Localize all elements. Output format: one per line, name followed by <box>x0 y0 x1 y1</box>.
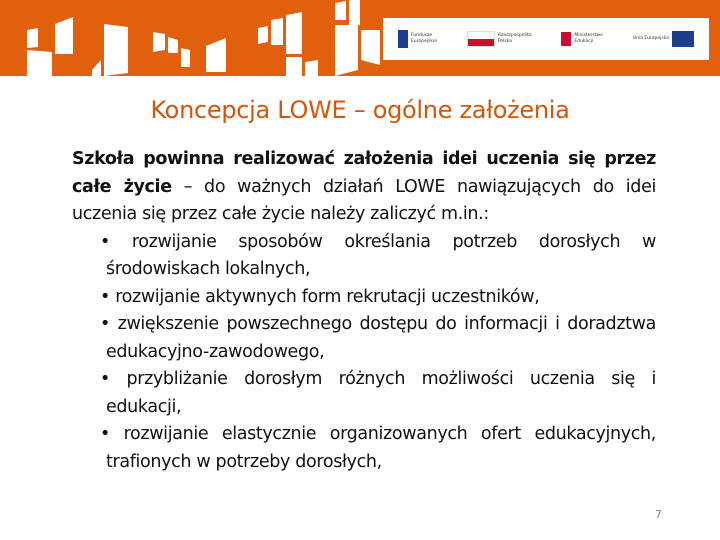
logo-fundusze-europejskie: Fundusze Europejskie <box>398 30 437 48</box>
list-item: • przybliżanie dorosłym różnych możliwości uczenia się i edukacji, <box>72 366 656 421</box>
logo-rzeczpospolita-polska: Rzeczpospolita Polska <box>467 31 532 47</box>
header-banner <box>0 0 720 76</box>
intro-rest: – do ważnych działań LOWE nawiązujących do idei uczenia się przez całe życie należy zaliczyć m.in.: <box>72 176 656 224</box>
list-item: • zwiększenie powszechnego dostępu do informacji i doradztwa edukacyjno-zawodowego, <box>72 311 656 366</box>
list-item: • rozwijanie sposobów określania potrzeb dorosłych w środowiskach lokalnych, <box>72 229 656 284</box>
list-item: • rozwijanie elastycznie organizowanych ofert edukacyjnych, trafionych w potrzeby dorosłych, <box>72 421 656 476</box>
bullet-list <box>72 229 656 477</box>
intro-bold: Szkoła powinna realizować założenia idei uczenia się przez całe życie <box>72 149 656 197</box>
logo-unia-europejska: Unia Europejska <box>633 31 694 47</box>
page-number: 7 <box>655 508 662 521</box>
decorative-blocks-icon <box>0 0 380 76</box>
slide-body <box>72 146 656 476</box>
logo-ministerstwo: Ministerstwo Edukacji <box>561 32 603 46</box>
intro-paragraph <box>72 146 656 229</box>
funding-logos <box>383 18 709 60</box>
list-item: • rozwijanie aktywnych form rekrutacji uczestników, <box>72 284 656 312</box>
slide-title: Koncepcja LOWE – ogólne założenia <box>150 96 570 124</box>
